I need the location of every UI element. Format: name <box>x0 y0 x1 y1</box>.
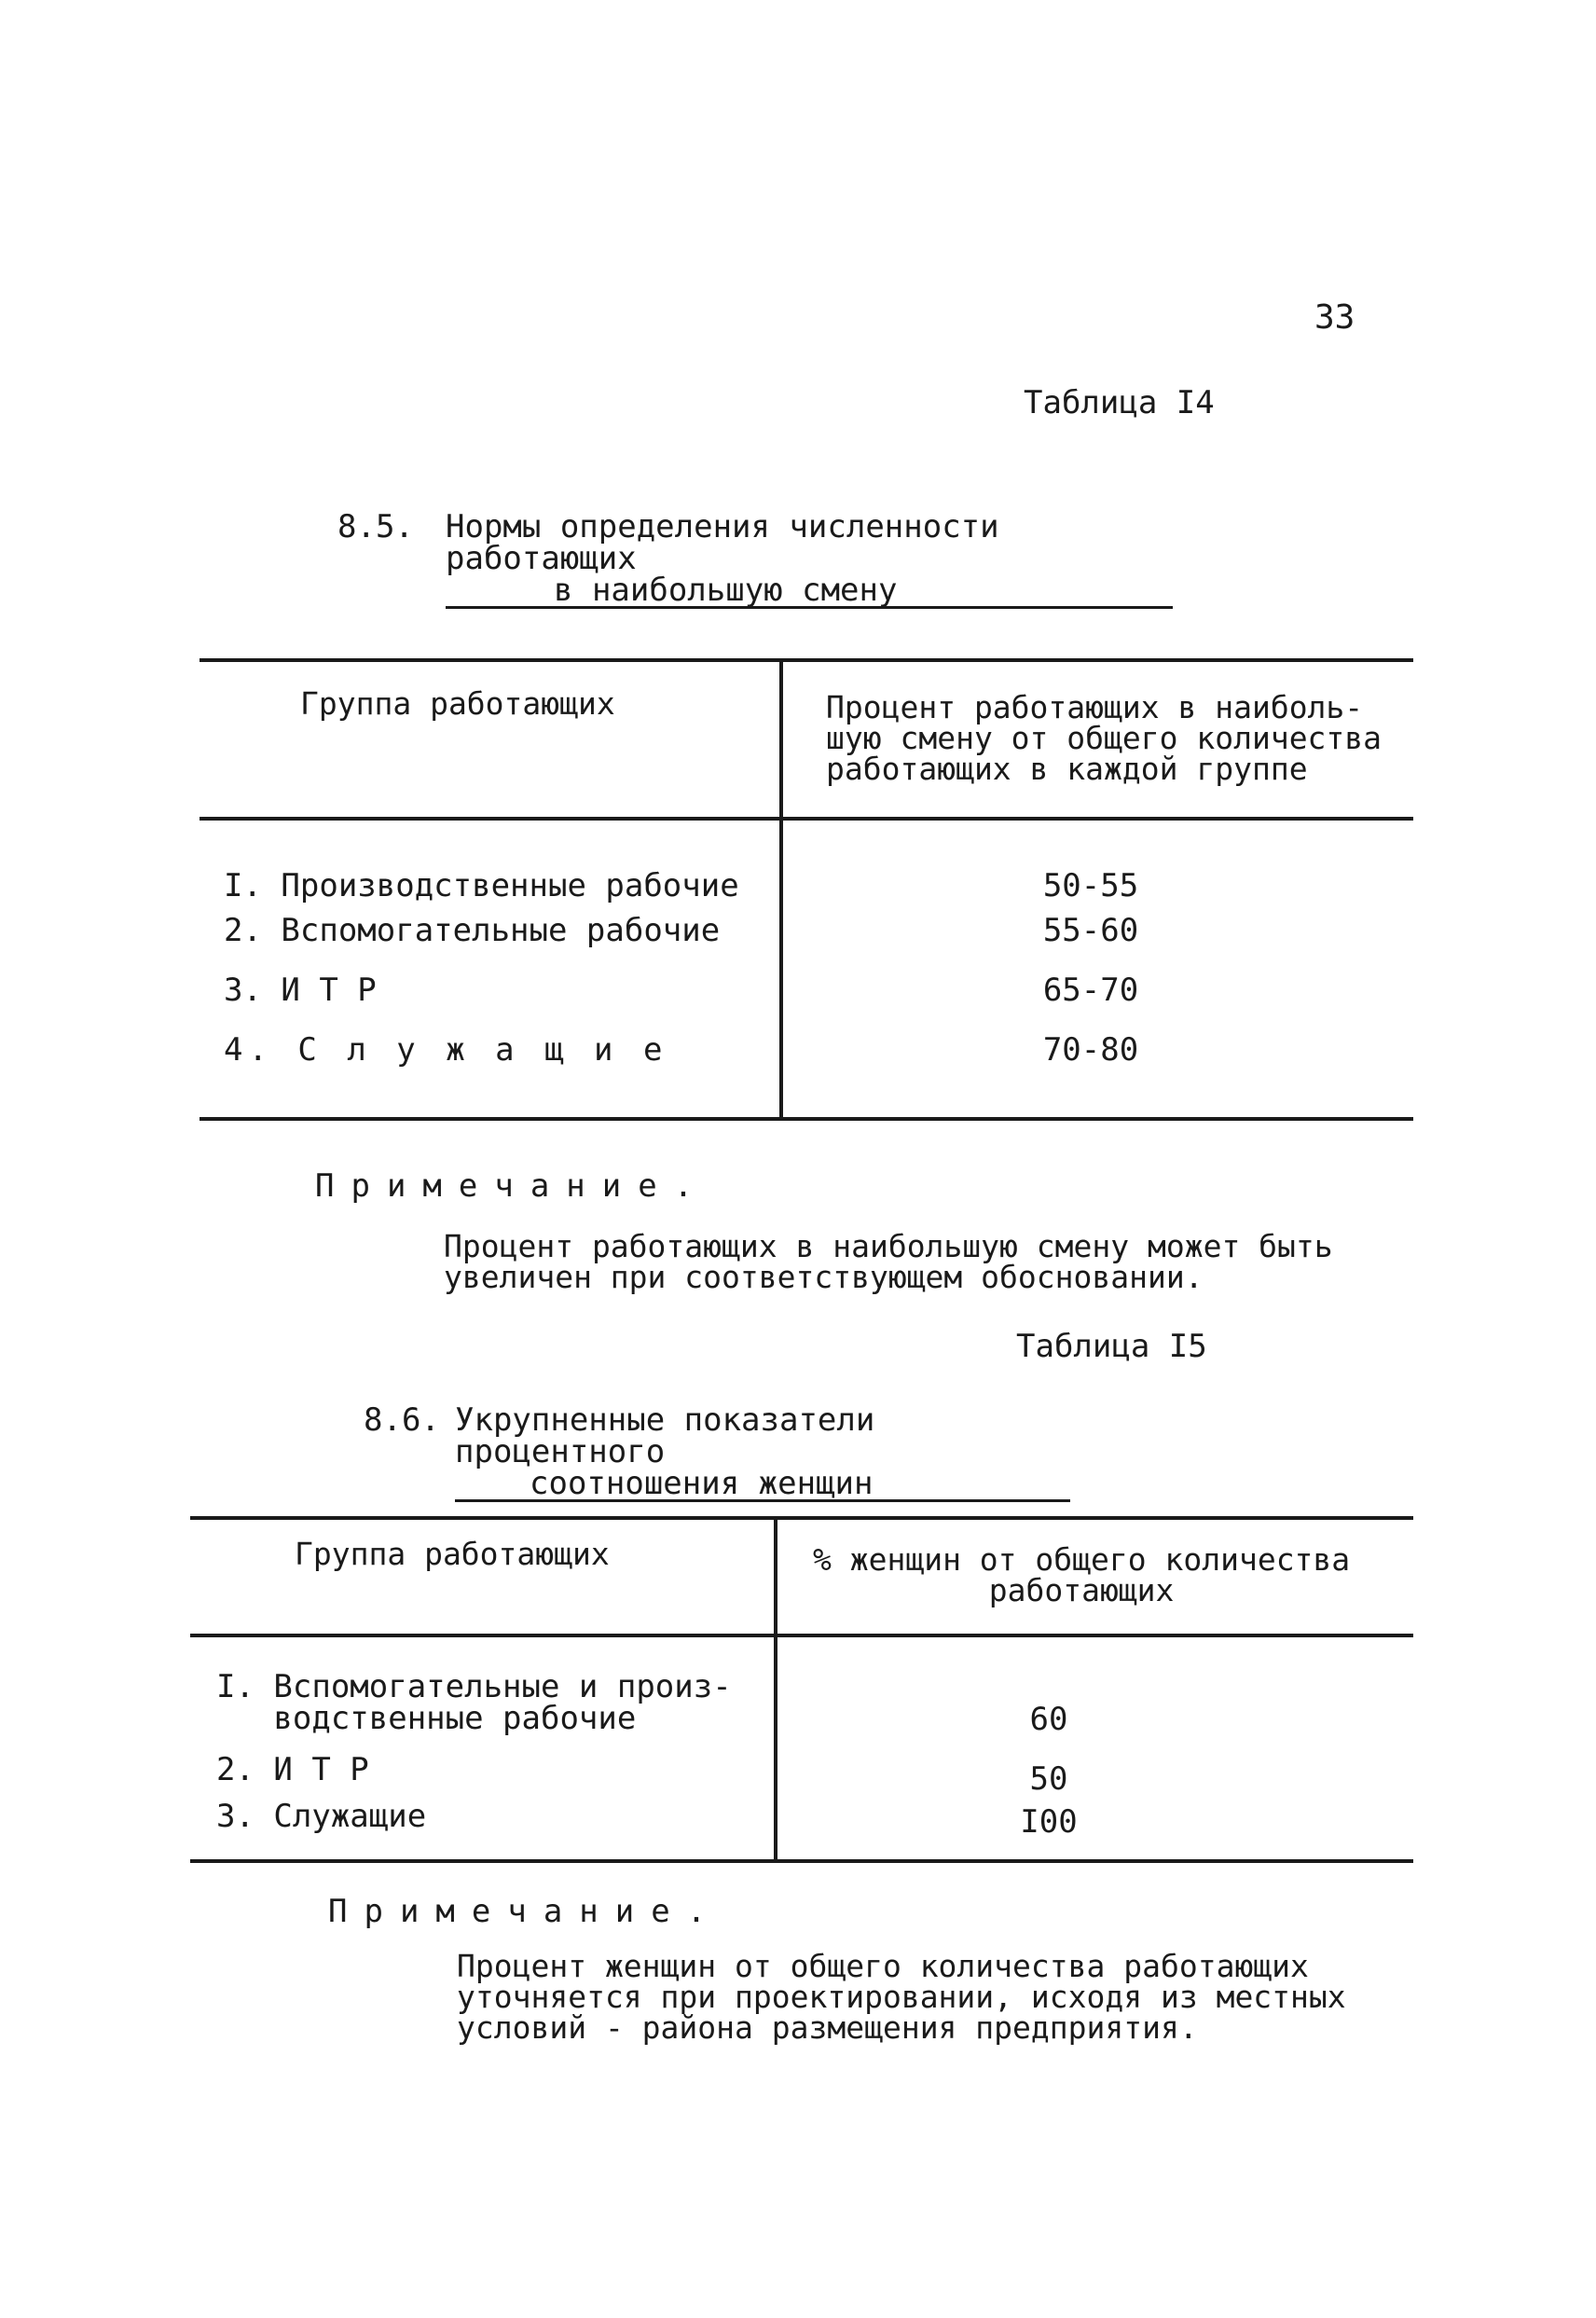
table-14-label: Таблица I4 <box>1024 384 1215 421</box>
table-14-row-3-group: 3. И Т Р <box>224 972 377 1009</box>
table-14-header-group: Группа работающих <box>300 685 615 722</box>
table-14-bottom-rule <box>200 1117 1413 1121</box>
table-15-title-line1: Укрупненные показатели процентного <box>455 1401 875 1470</box>
table-14-row-4-value: 70-80 <box>1042 1031 1139 1069</box>
page-number: 33 <box>1314 298 1355 337</box>
table-15-row-2-group: 2. И Т Р <box>216 1751 369 1788</box>
table-14-title-line1: Нормы определения численности работающих <box>446 508 999 577</box>
table-14-header-percent: Процент работающих в наиболь- шую смену от общего количества работающих в каждой группе <box>826 689 1383 787</box>
table-15-row-3-value: I00 <box>1020 1803 1078 1841</box>
table-14-top-rule <box>200 658 1413 662</box>
table-15-title <box>455 1401 1070 1502</box>
table-14-row-1-value: 50-55 <box>1042 867 1139 904</box>
table-15-row-1-value: 60 <box>1029 1701 1068 1738</box>
table-15-title-line2 <box>455 1465 1070 1502</box>
table-14-note-title: Примечание. <box>315 1167 710 1205</box>
table-14-row-2-value: 55-60 <box>1042 912 1139 949</box>
table-15-column-divider <box>774 1516 777 1863</box>
table-14-title-line2 <box>446 574 1173 609</box>
table-15-header-percent: % женщин от общего количества работающих <box>813 1541 1351 1608</box>
table-15-header-group: Группа работающих <box>295 1536 610 1572</box>
table-15-title-line2-text: соотношения женщин <box>530 1465 874 1502</box>
table-14-row-3-value: 65-70 <box>1042 972 1139 1009</box>
table-14-section-number: 8.5. <box>337 508 414 545</box>
table-15-row-1-group: I. Вспомогательные и произ- водственные рабочие <box>216 1668 732 1737</box>
table-15-label: Таблица I5 <box>1016 1328 1207 1365</box>
table-15-note-text: Процент женщин от общего количества работающих уточняется при проектировании, исходя из местных условий - района размещения предприятия. <box>457 1948 1346 2046</box>
table-15-row-3-group: 3. Служащие <box>216 1798 427 1835</box>
table-14-note-text: Процент работающих в наибольшую смену может быть увеличен при соответствующем обосновании. <box>444 1228 1333 1295</box>
table-14-row-2-group: 2. Вспомогательные рабочие <box>224 912 721 949</box>
table-14-title <box>446 508 1173 609</box>
table-15-top-rule <box>190 1516 1413 1520</box>
table-15-section-number: 8.6. <box>364 1401 440 1439</box>
table-14-title-line2-text: в наибольшую смену <box>554 572 898 609</box>
table-15-bottom-rule <box>190 1859 1413 1863</box>
table-14-header-rule <box>200 817 1413 821</box>
table-15-note-title: Примечание. <box>328 1893 723 1930</box>
table-14-row-1-group: I. Производственные рабочие <box>224 867 739 904</box>
table-15-header-rule <box>190 1634 1413 1637</box>
table-15-row-2-value: 50 <box>1029 1760 1068 1798</box>
table-14-row-4-group: 4. С л у ж а щ и е <box>224 1031 668 1069</box>
table-14-column-divider <box>779 658 783 1121</box>
